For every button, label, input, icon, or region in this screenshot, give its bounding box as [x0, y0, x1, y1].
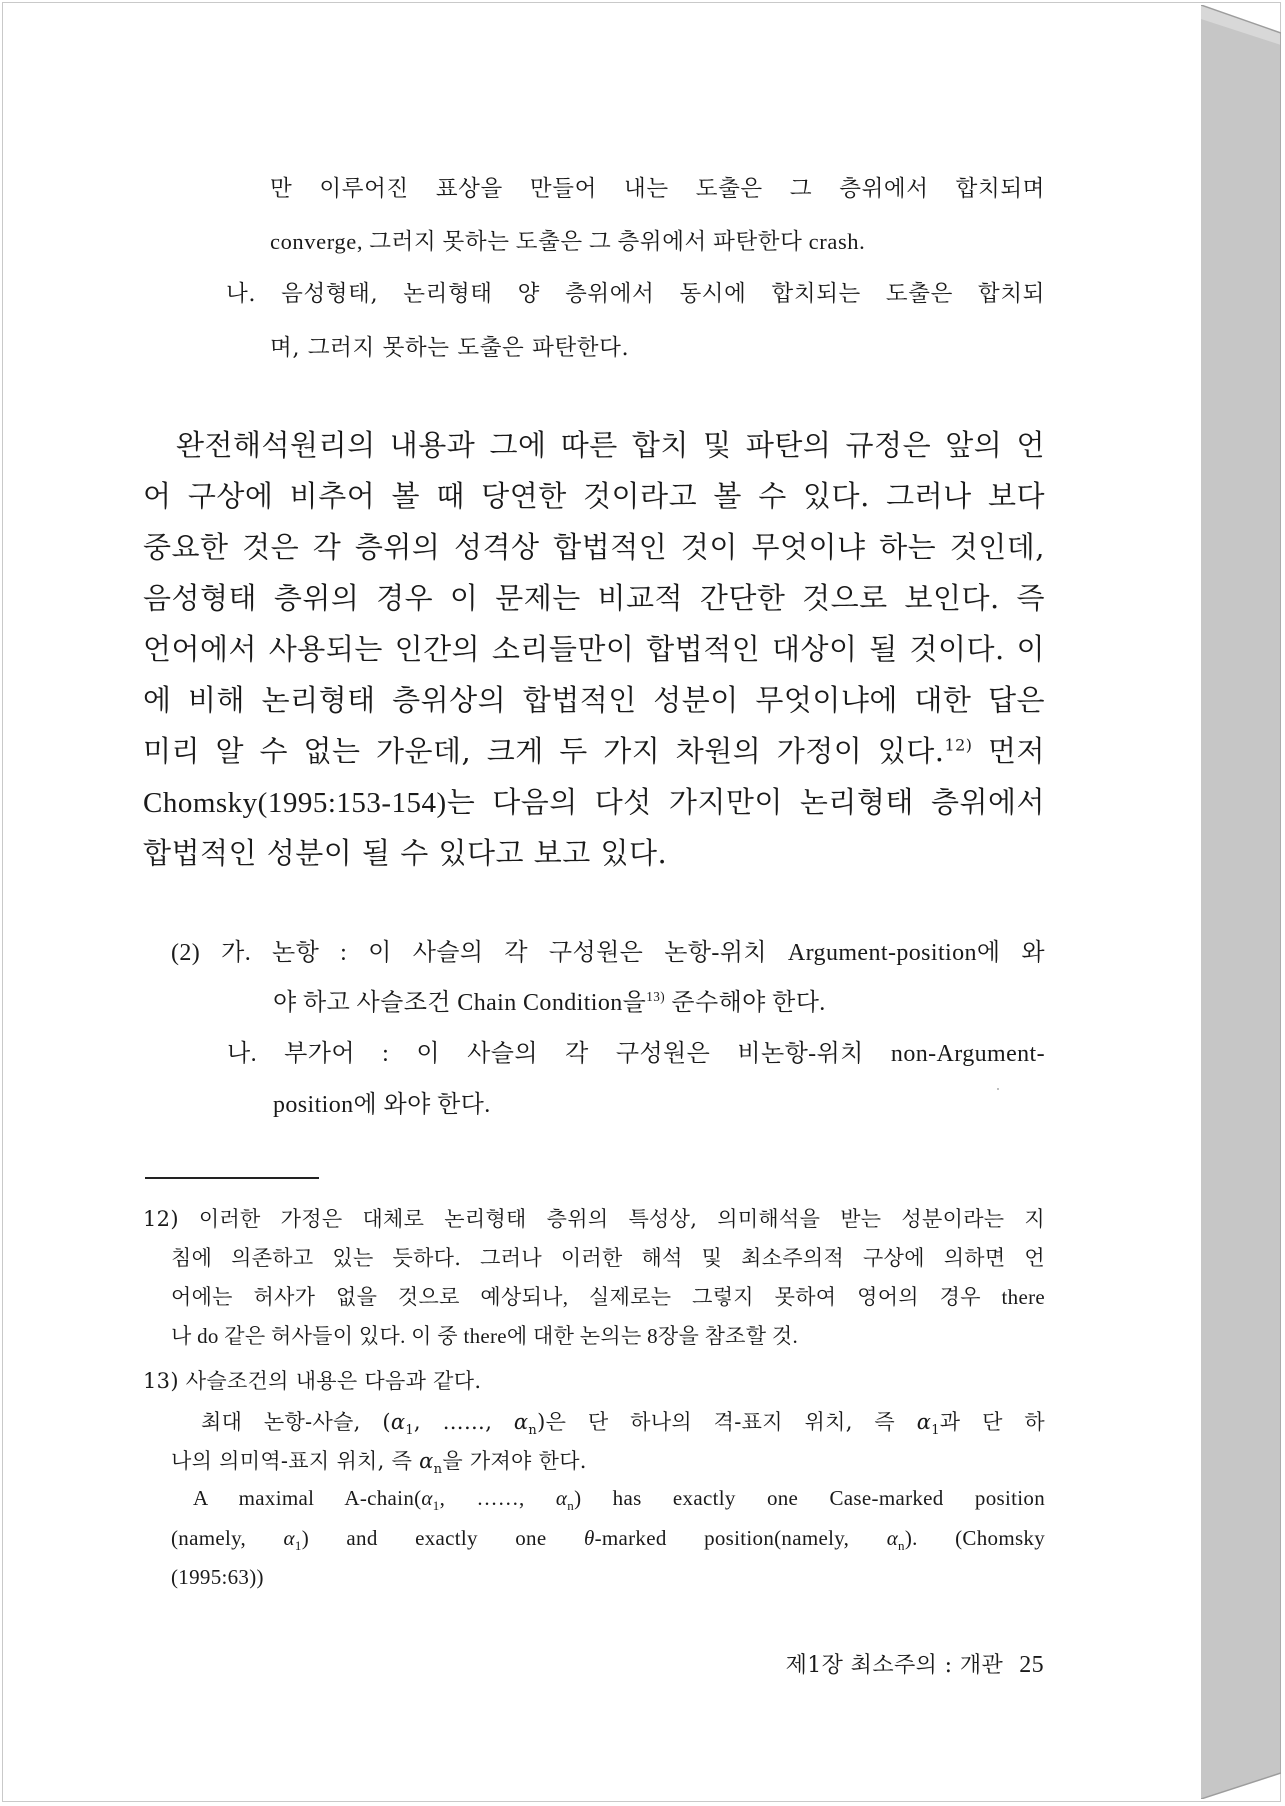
body-line-3: 중요한 것은 각 층위의 성격상 합법적인 것이 무엇이냐 하는 것인데, [143, 530, 1045, 564]
footnote-12-line-4: 나 do 같은 허사들이 있다. 이 중 there에 대한 논의는 8장을 참조할 것. [171, 1324, 799, 1348]
footnote-12-line-1: 12) 이러한 가정은 대체로 논리형태 층위의 특성상, 의미해석을 받는 성분이라는 지 [143, 1207, 1045, 1231]
speck [997, 1088, 999, 1090]
page-number: 25 [1019, 1652, 1044, 1678]
footnote-rule [145, 1177, 319, 1179]
footnote-13-en-line-3: (1995:63)) [171, 1565, 264, 1589]
example-1-line-3: 나. 음성형태, 논리형태 양 층위에서 동시에 합치되는 도출은 합치되 [226, 281, 1045, 307]
page-stack-edge [1201, 5, 1281, 1799]
footnote-13-en-line-2: (namely, $\alpha_1$) and exactly one θ-marked position(namely, $\alpha_n$). (Chomsky [171, 1526, 1046, 1554]
example-1-line-1: 만 이루어진 표상을 만들어 내는 도출은 그 층위에서 합치되며 [270, 176, 1045, 202]
page-footer [786, 1648, 1044, 1679]
body-line-1: 완전해석원리의 내용과 그에 따른 합치 및 파탄의 규정은 앞의 언 [176, 428, 1045, 462]
body-line-8: Chomsky(1995:153-154)는 다음의 다섯 가지만이 논리형태 층위에서 [143, 787, 1045, 819]
footnote-12-line-2: 침에 의존하고 있는 듯하다. 그러나 이러한 해석 및 최소주의적 구상에 의하면 언 [171, 1246, 1045, 1270]
body-line-2: 어 구상에 비추어 볼 때 당연한 것이라고 볼 수 있다. 그러나 보다 [143, 479, 1045, 513]
footnote-12-line-3: 어에는 허사가 없을 것으로 예상되나, 실제로는 그렇지 못하여 영어의 경우 there [171, 1285, 1045, 1309]
body-line-7 [143, 729, 1045, 770]
footnote-13-en-line-1: A maximal $A-chain(\alpha_1$, ……, $\alpha_n$) has exactly one Case-marked position [193, 1486, 1045, 1514]
footnote-13-kr-line-1: 최대 논항-사슬, ($\alpha_1$, ……, $\alpha_n$)은 단 하나의 격-표지 위치, 즉 $\alpha_1$과 단 하 [201, 1410, 1045, 1439]
footnote-ref-13[interactable]: 13) [646, 989, 665, 1004]
body-line-9: 합법적인 성분이 될 수 있다고 보고 있다. [143, 836, 668, 870]
body-line-6: 에 비해 논리형태 층위상의 합법적인 성분이 무엇이냐에 대한 답은 [143, 683, 1045, 717]
example-2-line-2-end: 준수해야 한다. [665, 990, 826, 1016]
book-page [5, 5, 1202, 1799]
footer-chapter: 제1장 최소주의 : 개관 [785, 1653, 1004, 1678]
footnote-13-kr-line-2: 나의 의미역-표지 위치, 즉 $\alpha_n$을 가져야 한다. [171, 1449, 587, 1478]
example-2-line-2 [273, 982, 826, 1017]
body-line-4: 음성형태 층위의 경우 이 문제는 비교적 간단한 것으로 보인다. 즉 [143, 581, 1045, 615]
footnote-13-title: 13) 사슬조건의 내용은 다음과 같다. [143, 1369, 482, 1393]
body-line-7-end: 먼저 [972, 734, 1046, 768]
body-line-5: 언어에서 사용되는 인간의 소리들만이 합법적인 대상이 될 것이다. 이 [143, 632, 1045, 666]
example-2-line-1: (2) 가. 논항 : 이 사슬의 각 구성원은 논항-위치 Argument-position에 와 [171, 940, 1045, 966]
footnote-ref-12[interactable]: 12) [944, 735, 973, 755]
example-1-line-2: converge, 그러지 못하는 도출은 그 층위에서 파탄한다 crash. [270, 229, 866, 254]
example-2-line-4: position에 와야 한다. [273, 1092, 491, 1118]
example-2-line-2-text: 야 하고 사슬조건 Chain Condition을 [273, 990, 647, 1016]
example-2-line-3: 나. 부가어 : 이 사슬의 각 구성원은 비논항-위치 non-Argument- [227, 1041, 1045, 1067]
body-line-7-text: 미리 알 수 없는 가운데, 크게 두 가지 차원의 가정이 있다. [143, 734, 945, 768]
example-1-line-4: 며, 그러지 못하는 도출은 파탄한다. [270, 335, 630, 361]
